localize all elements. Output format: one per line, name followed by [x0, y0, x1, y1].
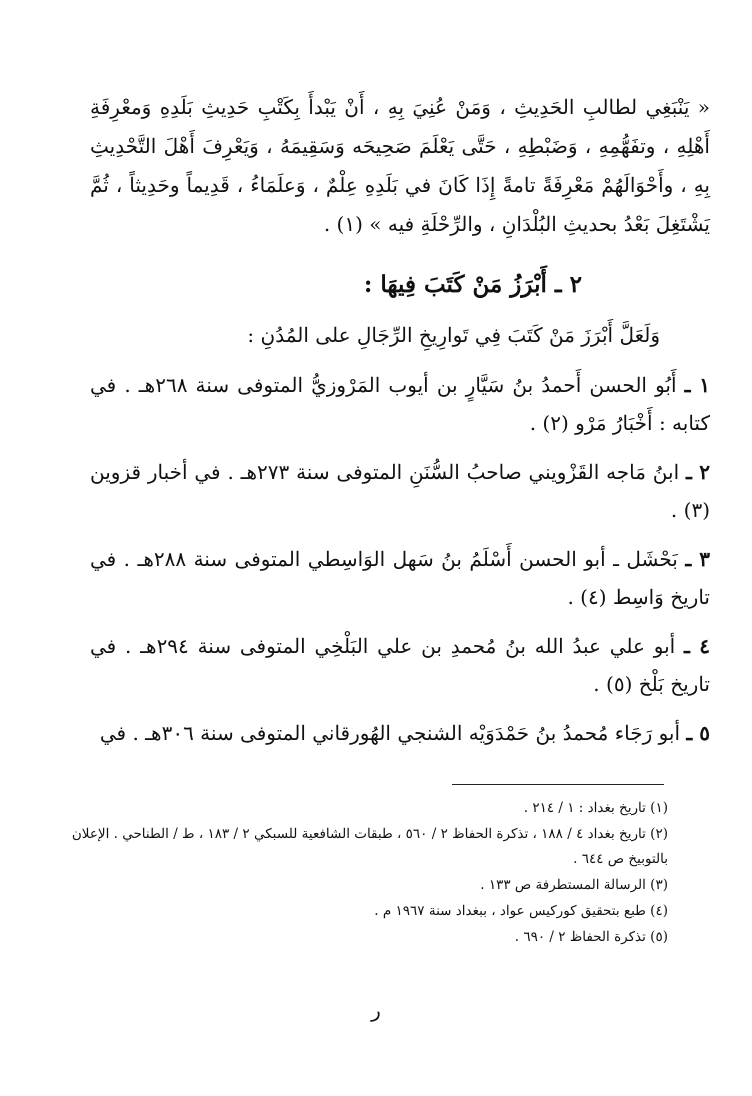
entry-text: بَحْشَل ـ أبو الحسن أَسْلَمُ بنُ سَهل الوَاسِطي المتوفى سنة ٢٨٨هـ . في تاريخ وَاسِط (٤) .	[90, 547, 710, 609]
list-item	[90, 714, 710, 752]
entry-text: أبو رَجَاء مُحمدُ بنُ حَمْدَوَيْه الشنجي الهُورقاني المتوفى سنة ٣٠٦هـ . في	[99, 721, 681, 745]
section-lead: وَلَعَلَّ أَبْرَزَ مَنْ كَتَبَ فِي تَوارِيخِ الرِّجَالِ على المُدُنِ :	[247, 323, 660, 347]
list-item	[90, 366, 710, 442]
list-item	[90, 540, 710, 616]
list-item	[90, 453, 710, 529]
entry-number: ٥ ـ	[686, 721, 710, 745]
footnote: (٣) الرسالة المستطرفة ص ١٣٣ .	[480, 877, 668, 893]
entry-list	[90, 366, 710, 763]
footnote: (٢) تاريخ بغداد ٤ / ١٨٨ ، تذكرة الحفاظ ٢ / ٥٦٠ ، طبقات الشافعية للسبكي ٢ / ١٨٣ ، ط / الطناحي . الإعلان بالتوبيخ ص ٦٤٤ .	[71, 826, 668, 867]
intro-text: « يَنْبَغِي لطالبِ الحَدِيثِ ، وَمَنْ عُنِيَ بِهِ ، أَنْ يَبْدأَ بِكَتْبِ حَدِيثِ بَلَدِهِ وَمعْرِفَةِ أَهْلِهِ ، وتفَهُّمِهِ ، وَضَبْطِهِ ، حَتَّى يَعْلَمَ صَحِيحَه وَسَقِيمَهُ ، وَيَعْرِفَ أَهْلَ التَّحْدِيثِ بِهِ ، وأَحْوَالَهُمْ مَعْرِفَةً تامةً إِذَا كَانَ في بَلَدِهِ عِلْمٌ ، وَعلَمَاءُ ، قَدِيماً وحَدِيثاً ، ثُمَّ يَشْتَغِلَ بَعْدُ بحديثِ البُلْدَانِ ، والرِّحْلَةِ فيه » (١) .	[90, 95, 710, 236]
list-item	[90, 627, 710, 703]
entry-number: ١ ـ	[684, 373, 710, 397]
section-heading: ٢ ـ أَبْرَزُ مَنْ كَتَبَ فِيهَا :	[363, 271, 582, 298]
entry-number: ٢ ـ	[685, 460, 711, 484]
page-number: ر	[371, 998, 381, 1022]
entry-text: أبو علي عبدُ الله بنُ مُحمدِ بن علي البَلْخِي المتوفى سنة ٢٩٤هـ . في تاريخ بَلْخ (٥) .	[90, 634, 710, 696]
intro-paragraph	[90, 88, 710, 244]
entry-text: ابنُ مَاجه القَزْويني صاحبُ السُّنَنِ المتوفى سنة ٢٧٣هـ . في أخبار قزوين (٣) .	[90, 460, 710, 522]
footnote: (١) تاريخ بغداد : ١ / ٢١٤ .	[523, 800, 668, 816]
entry-number: ٤ ـ	[684, 634, 710, 658]
footnote-divider	[452, 784, 664, 785]
entry-text: أَبُو الحسن أَحمدُ بنُ سَيَّارٍ بن أيوب المَرْوزيُّ المتوفى سنة ٢٦٨هـ . في كتابه : أَخْبَارُ مَرْو (٢) .	[90, 373, 710, 435]
footnote: (٤) طبع بتحقيق كوركيس عواد ، ببغداد سنة ١٩٦٧ م .	[374, 903, 668, 919]
footnote: (٥) تذكرة الحفاظ ٢ / ٦٩٠ .	[514, 929, 668, 945]
entry-number: ٣ ـ	[685, 547, 710, 571]
footnote-list	[40, 796, 668, 951]
